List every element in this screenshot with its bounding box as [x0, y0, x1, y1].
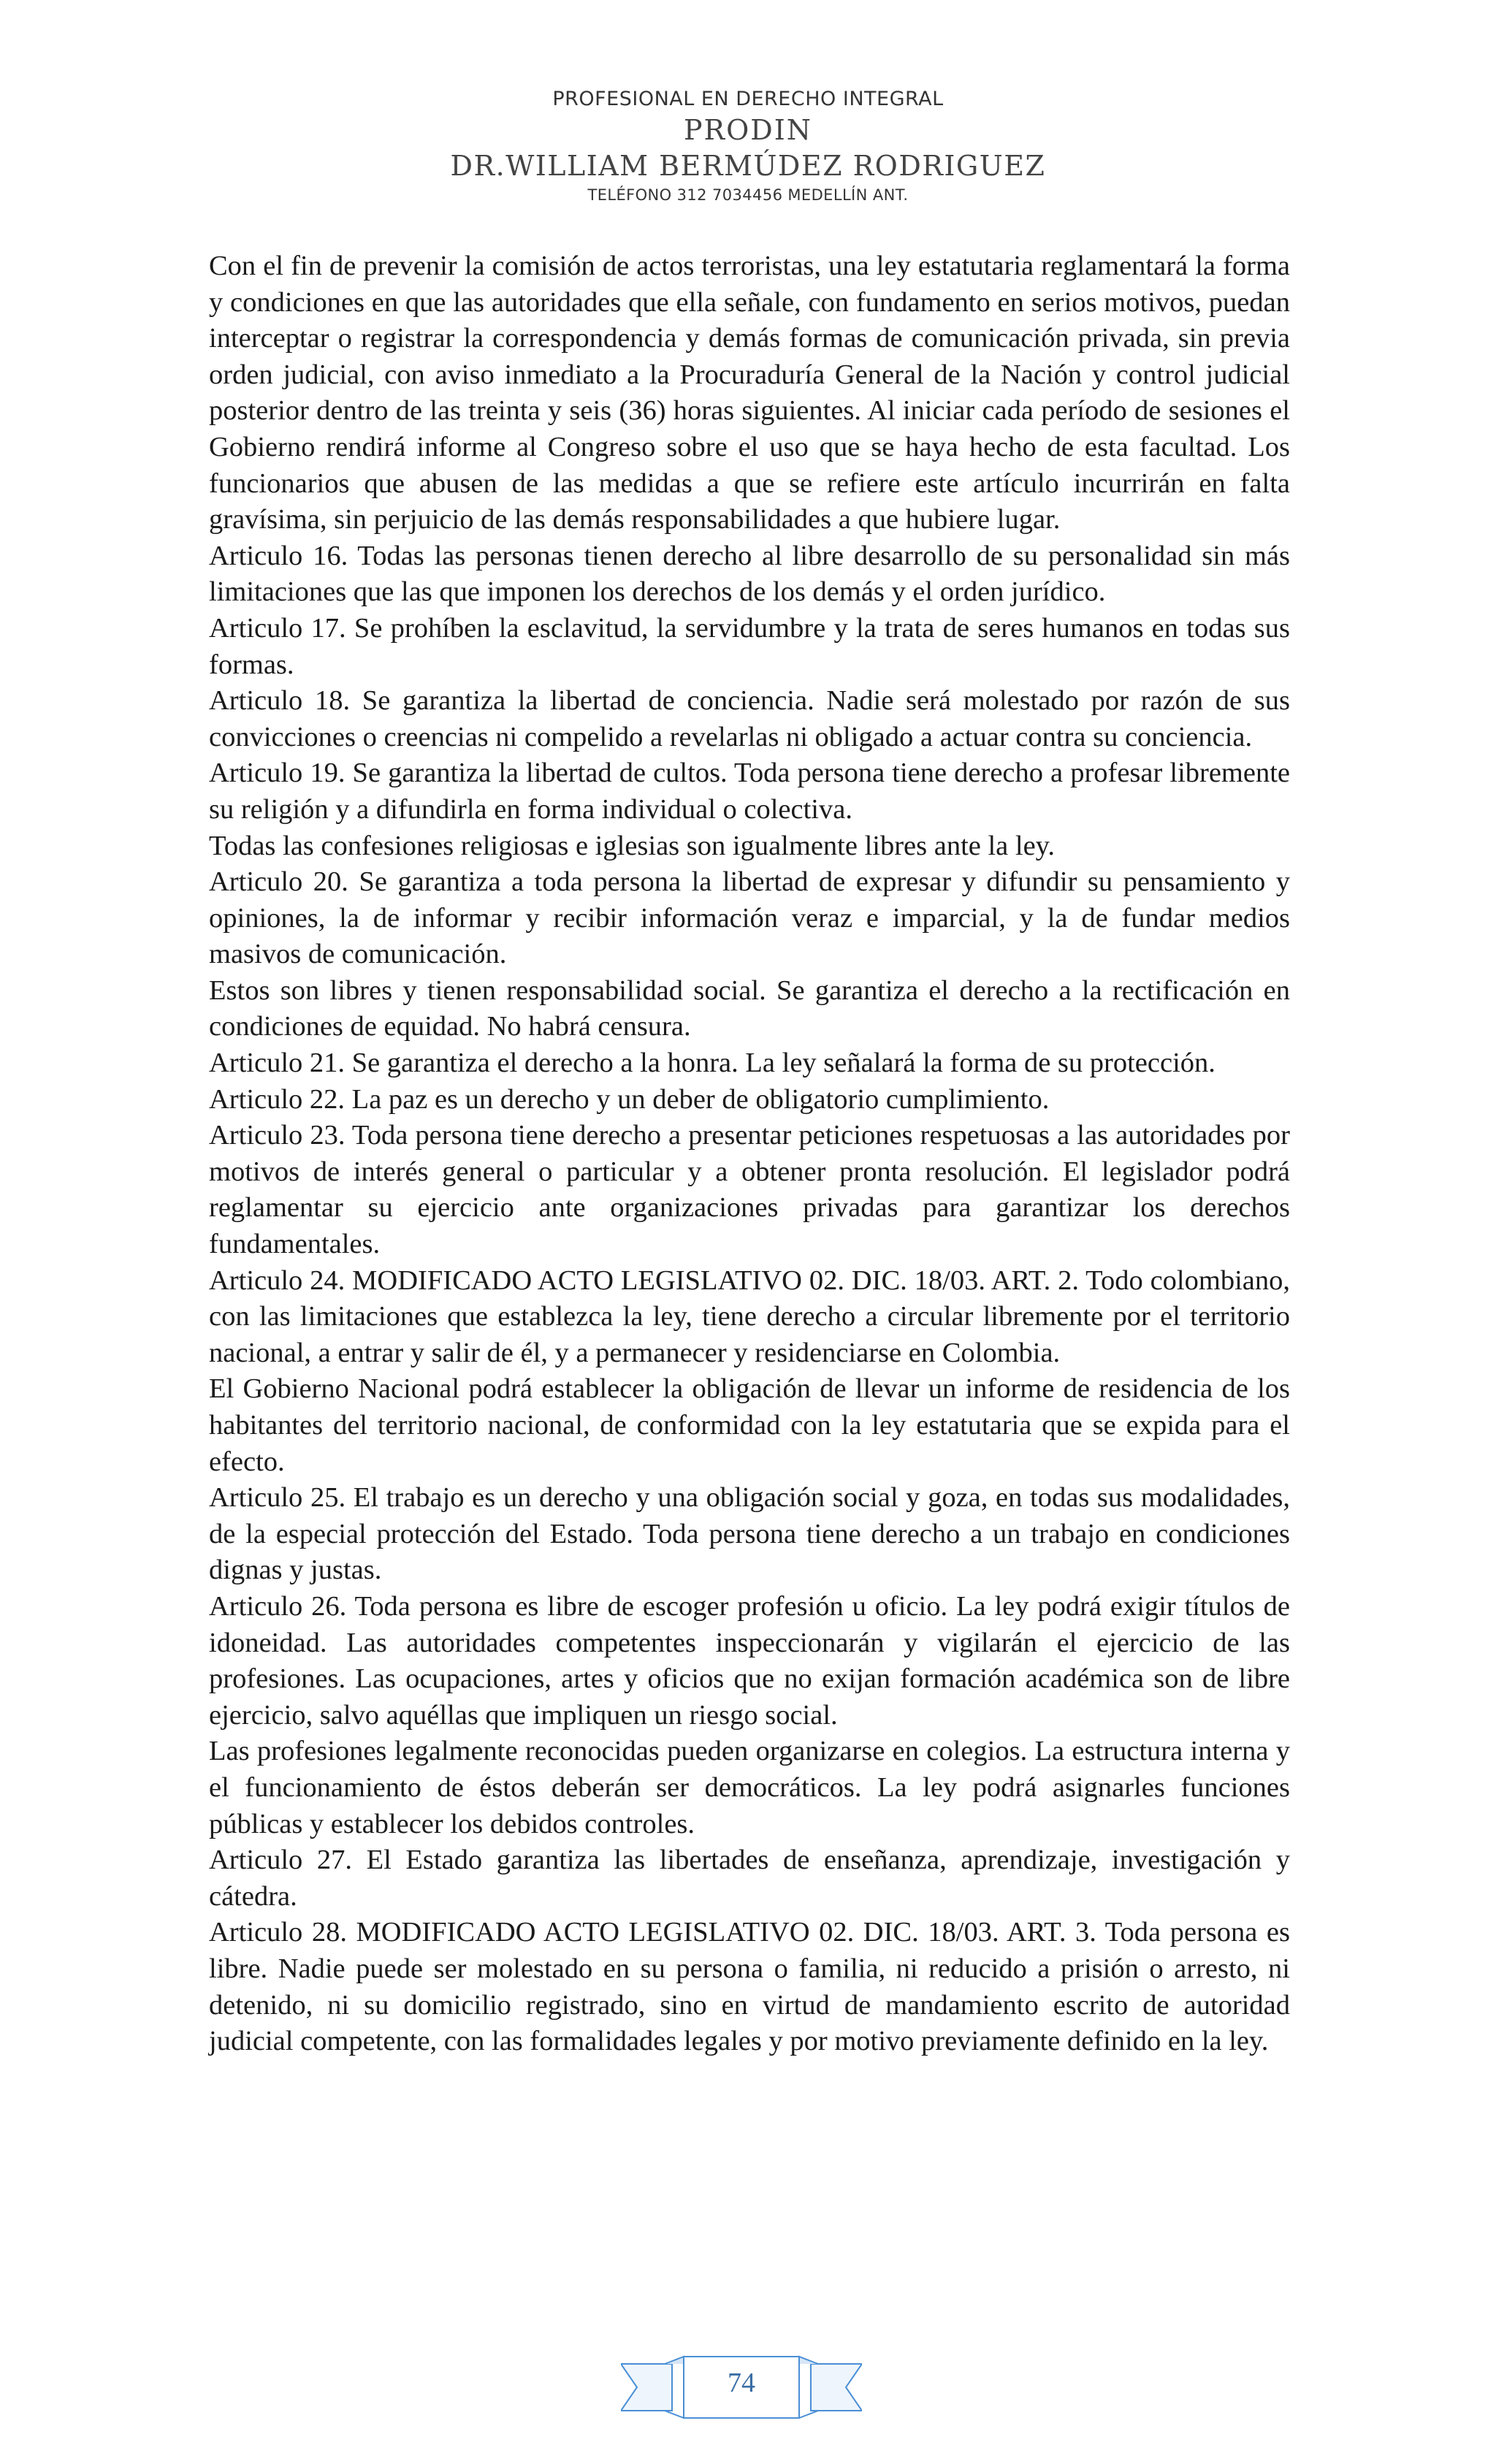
paragraph: Todas las confesiones religiosas e iglesias son igualmente libres ante la ley. — [209, 830, 1056, 861]
paragraph: El Gobierno Nacional podrá establecer la obligación de llevar un informe de residencia de los habitantes del territorio nacional, de conformidad con la ley estatutaria que se expida para el efecto. — [209, 1373, 1290, 1477]
paragraph: Articulo 17. Se prohíben la esclavitud, la servidumbre y la trata de seres humanos en todas sus formas. — [209, 612, 1290, 680]
paragraph: Articulo 25. El trabajo es un derecho y una obligación social y goza, en todas sus modalidades, de la especial protección del Estado. Toda persona tiene derecho a un trabajo en condiciones dignas y justas. — [209, 1482, 1290, 1586]
paragraph: Articulo 23. Toda persona tiene derecho a presentar peticiones respetuosas a las autoridades por motivos de interés general o particular y a obtener pronta resolución. El legislador podrá reglamentar su ejercicio ante organizaciones privadas para garantizar los derechos fundamentales. — [209, 1120, 1290, 1260]
header-line-3: DR.WILLIAM BERMÚDEZ RODRIGUEZ — [450, 150, 1046, 182]
header-line-4: TELÉFONO 312 7034456 MEDELLÍN ANT. — [587, 186, 909, 204]
page-number: 74 — [728, 2368, 755, 2398]
paragraph: Articulo 20. Se garantiza a toda persona la libertad de expresar y difundir su pensamiento y opiniones, la de informar y recibir información veraz e imparcial, y la de fundar medios masivos de comunicación. — [209, 866, 1290, 970]
header-line-1: PROFESIONAL EN DERECHO INTEGRAL — [552, 88, 944, 110]
page-header — [0, 86, 1496, 206]
paragraph: Articulo 28. MODIFICADO ACTO LEGISLATIVO 02. DIC. 18/03. ART. 3. Toda persona es libre. Nadie puede ser molestado en su persona o familia, ni reducido a prisión o arresto, ni detenido, ni su domicilio registrado, sino en virtud de mandamiento escrito de autoridad judicial competente, con las formalidades legales y por motivo previamente definido en la ley. — [209, 1917, 1290, 2057]
paragraph: Articulo 26. Toda persona es libre de escoger profesión u oficio. La ley podrá exigir títulos de idoneidad. Las autoridades competentes inspeccionarán y vigilarán el ejercicio de las profesiones. Las ocupaciones, artes y oficios que no exijan formación académica son de libre ejercicio, salvo aquéllas que impliquen un riesgo social. — [209, 1590, 1290, 1731]
paragraph: Articulo 22. La paz es un derecho y un deber de obligatorio cumplimiento. — [209, 1083, 1050, 1115]
paragraph: Articulo 16. Todas las personas tienen derecho al libre desarrollo de su personalidad sin más limitaciones que las que imponen los derechos de los demás y el orden jurídico. — [209, 540, 1290, 608]
paragraph: Articulo 19. Se garantiza la libertad de cultos. Toda persona tiene derecho a profesar libremente su religión y a difundirla en forma individual o colectiva. — [209, 758, 1290, 825]
paragraph: Con el fin de prevenir la comisión de actos terroristas, una ley estatutaria reglamentará la forma y condiciones en que las autoridades que ella señale, con fundamento en serios motivos, puedan interceptar o registrar la correspondencia y demás formas de comunicación privada, sin previa orden judicial, con aviso inmediato a la Procuraduría General de la Nación y control judicial posterior dentro de las treinta y seis (36) horas siguientes. Al iniciar cada período de sesiones el Gobierno rendirá informe al Congreso sobre el uso que se haya hecho de esta facultad. Los funcionarios que abusen de las medidas a que se refiere este artículo incurrirán en falta gravísima, sin perjuicio de las demás responsabilidades a que hubiere lugar. — [209, 251, 1290, 535]
paragraph: Articulo 18. Se garantiza la libertad de conciencia. Nadie será molestado por razón de sus convicciones o creencias ni compelido a revelarlas ni obligado a actuar contra su conciencia. — [209, 685, 1290, 752]
paragraph: Estos son libres y tienen responsabilidad social. Se garantiza el derecho a la rectificación en condiciones de equidad. No habrá censura. — [209, 974, 1290, 1042]
paragraph: Articulo 21. Se garantiza el derecho a la honra. La ley señalará la forma de su protección. — [209, 1048, 1216, 1079]
paragraph: Las profesiones legalmente reconocidas pueden organizarse en colegios. La estructura interna y el funcionamiento de éstos deberán ser democráticos. La ley podrá asignarles funciones públicas y establecer los debidos controles. — [209, 1736, 1290, 1839]
header-line-2: PRODIN — [683, 114, 813, 146]
paragraph: Articulo 24. MODIFICADO ACTO LEGISLATIVO 02. DIC. 18/03. ART. 2. Todo colombiano, con las limitaciones que establezca la ley, tiene derecho a circular libremente por el territorio nacional, a entrar y salir de él, y a permanecer y residenciarse en Colombia. — [209, 1265, 1290, 1368]
paragraph: Articulo 27. El Estado garantiza las libertades de enseñanza, aprendizaje, investigación y cátedra. — [209, 1845, 1290, 1912]
body-text — [209, 248, 1290, 2060]
page-number-ribbon — [621, 2351, 862, 2424]
